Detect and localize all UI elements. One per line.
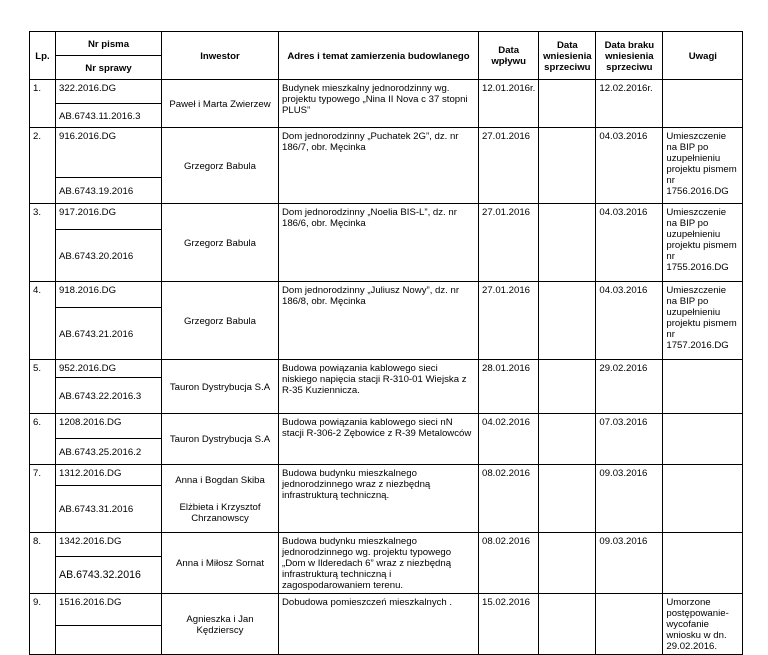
cell-uwagi: Umieszczenie na BIP po uzupełnieniu projektu pismem nr 1755.2016.DG [663, 204, 743, 282]
inwestor-name: Anna i Miłosz Sornat [176, 558, 264, 569]
cell-data-wplywu: 27.01.2016 [479, 128, 539, 204]
cell-inwestor [162, 533, 279, 594]
cell-adres: Budowa powiązania kablowego sieci niskiego napięcia stacji R-310-01 Wiejska z R-35 Kuziennicza. [279, 360, 479, 414]
cell-adres: Budynek mieszkalny jednorodzinny wg. projektu typowego „Nina II Nova c 37 stopni PLUS” [279, 80, 479, 128]
register-table [29, 31, 743, 655]
cell-adres: Dom jednorodzinny „Noelia BIS-L”, dz. nr 186/6, obr. Męcinka [279, 204, 479, 282]
header-nr-sprawy: Nr sprawy [56, 56, 162, 80]
cell-inwestor [162, 594, 279, 655]
inwestor-name: Paweł i Marta Zwierzew [169, 98, 271, 110]
table-row [30, 533, 743, 557]
cell-uwagi [663, 414, 743, 465]
cell-data-wplywu: 28.01.2016 [479, 360, 539, 414]
header-lp: Lp. [30, 32, 56, 80]
table-row [30, 465, 743, 486]
cell-inwestor [162, 414, 279, 465]
cell-data-wniesienia [539, 414, 596, 465]
cell-nr-pisma: 1312.2016.DG [56, 465, 162, 486]
inwestor-name: Elżbieta i Krzysztof Chrzanowscy [179, 501, 261, 524]
cell-lp: 2. [30, 128, 56, 204]
cell-adres: Budowa powiązania kablowego sieci nN stacji R-306-2 Zębowice z R-39 Metalowców [279, 414, 479, 465]
cell-uwagi: Umieszczenie na BIP po uzupełnieniu projektu pismem nr 1757.2016.DG [663, 282, 743, 360]
cell-data-wniesienia [539, 533, 596, 594]
inwestor-name: Agnieszka i Jan Kędzierscy [186, 613, 254, 636]
cell-lp: 8. [30, 533, 56, 594]
cell-nr-pisma: 918.2016.DG [56, 282, 162, 308]
cell-data-braku: 07.03.2016 [596, 414, 663, 465]
cell-data-braku: 09.03.2016 [596, 465, 663, 533]
table-row [30, 128, 743, 178]
cell-uwagi: Umorzone postępowanie- wycofanie wniosku w dn. 29.02.2016. [663, 594, 743, 655]
cell-data-wplywu: 04.02.2016 [479, 414, 539, 465]
inwestor-name: Tauron Dystrybucja S.A [169, 434, 271, 445]
table-row [30, 204, 743, 230]
cell-lp: 5. [30, 360, 56, 414]
cell-inwestor [162, 465, 279, 533]
inwestor-name: Grzegorz Babula [184, 237, 256, 249]
cell-data-wplywu: 15.02.2016 [479, 594, 539, 655]
cell-data-wplywu: 08.02.2016 [479, 465, 539, 533]
cell-adres: Dom jednorodzinny „Juliusz Nowy”, dz. nr 186/8, obr. Męcinka [279, 282, 479, 360]
table-row [30, 414, 743, 439]
cell-data-wniesienia [539, 465, 596, 533]
cell-data-wniesienia [539, 360, 596, 414]
cell-adres: Dom jednorodzinny „Puchatek 2G”, dz. nr 186/7, obr. Męcinka [279, 128, 479, 204]
table-row [30, 80, 743, 104]
inwestor-name: Grzegorz Babula [184, 160, 256, 172]
header-adres: Adres i temat zamierzenia budowlanego [279, 32, 479, 80]
table-row [30, 282, 743, 308]
cell-nr-pisma: 1342.2016.DG [56, 533, 162, 557]
cell-uwagi [663, 533, 743, 594]
cell-nr-sprawy: AB.6743.19.2016 [56, 178, 162, 204]
cell-data-wniesienia [539, 80, 596, 128]
cell-lp: 4. [30, 282, 56, 360]
cell-nr-pisma: 916.2016.DG [56, 128, 162, 178]
cell-data-wplywu: 08.02.2016 [479, 533, 539, 594]
cell-uwagi [663, 360, 743, 414]
cell-data-braku [596, 594, 663, 655]
inwestor-name: Grzegorz Babula [184, 315, 256, 327]
cell-data-braku: 12.02.2016r. [596, 80, 663, 128]
cell-data-wplywu: 27.01.2016 [479, 204, 539, 282]
cell-lp: 3. [30, 204, 56, 282]
cell-lp: 1. [30, 80, 56, 128]
cell-nr-sprawy: AB.6743.31.2016 [56, 486, 162, 533]
inwestor-name: Anna i Bogdan Skiba [175, 474, 265, 486]
cell-inwestor [162, 360, 279, 414]
cell-nr-pisma: 322.2016.DG [56, 80, 162, 104]
register-sheet [29, 31, 743, 655]
cell-inwestor [162, 128, 279, 204]
cell-nr-pisma: 917.2016.DG [56, 204, 162, 230]
cell-data-wniesienia [539, 282, 596, 360]
header-uwagi: Uwagi [663, 32, 743, 80]
cell-data-braku: 04.03.2016 [596, 282, 663, 360]
cell-data-wplywu: 12.01.2016r. [479, 80, 539, 128]
cell-nr-sprawy: AB.6743.11.2016.3 [56, 104, 162, 128]
cell-nr-pisma: 1516.2016.DG [56, 594, 162, 626]
cell-data-wniesienia [539, 594, 596, 655]
cell-inwestor [162, 204, 279, 282]
cell-nr-sprawy: AB.6743.20.2016 [56, 230, 162, 282]
header-data-wplywu: Data wpływu [479, 32, 539, 80]
cell-uwagi [663, 80, 743, 128]
cell-nr-pisma: 1208.2016.DG [56, 414, 162, 439]
cell-adres: Budowa budynku mieszkalnego jednorodzinnego wg. projektu typowego „Dom w Ilderedach 6” wraz z niezbędną infrastrukturą techniczną i zagospodarowaniem terenu. [279, 533, 479, 594]
cell-data-braku: 29.02.2016 [596, 360, 663, 414]
cell-adres: Budowa budynku mieszkalnego jednorodzinnego wraz z niezbędną infrastrukturą techniczną. [279, 465, 479, 533]
cell-nr-pisma: 952.2016.DG [56, 360, 162, 378]
table-row [30, 360, 743, 378]
cell-data-braku: 04.03.2016 [596, 128, 663, 204]
cell-data-braku: 04.03.2016 [596, 204, 663, 282]
cell-lp: 7. [30, 465, 56, 533]
cell-nr-sprawy: AB.6743.32.2016 [56, 556, 162, 593]
cell-nr-sprawy [56, 625, 162, 654]
cell-uwagi [663, 465, 743, 533]
cell-data-wniesienia [539, 128, 596, 204]
cell-nr-sprawy: AB.6743.21.2016 [56, 308, 162, 360]
header-data-wniesienia: Data wniesienia sprzeciwu [539, 32, 596, 80]
register-body [30, 80, 743, 655]
cell-uwagi: Umieszczenie na BIP po uzupełnieniu projektu pismem nr 1756.2016.DG [663, 128, 743, 204]
cell-data-wniesienia [539, 204, 596, 282]
cell-data-braku: 09.03.2016 [596, 533, 663, 594]
inwestor-name: Tauron Dystrybucja S.A [169, 381, 271, 393]
cell-inwestor [162, 282, 279, 360]
cell-inwestor [162, 80, 279, 128]
cell-lp: 6. [30, 414, 56, 465]
header-row [30, 32, 743, 56]
cell-data-wplywu: 27.01.2016 [479, 282, 539, 360]
header-nr-pisma: Nr pisma [56, 32, 162, 56]
header-data-braku: Data braku wniesienia sprzeciwu [596, 32, 663, 80]
cell-nr-sprawy: AB.6743.22.2016.3 [56, 378, 162, 414]
cell-adres: Dobudowa pomieszczeń mieszkalnych . [279, 594, 479, 655]
table-row [30, 594, 743, 626]
header-inwestor: Inwestor [162, 32, 279, 80]
cell-nr-sprawy: AB.6743.25.2016.2 [56, 439, 162, 465]
cell-lp: 9. [30, 594, 56, 655]
